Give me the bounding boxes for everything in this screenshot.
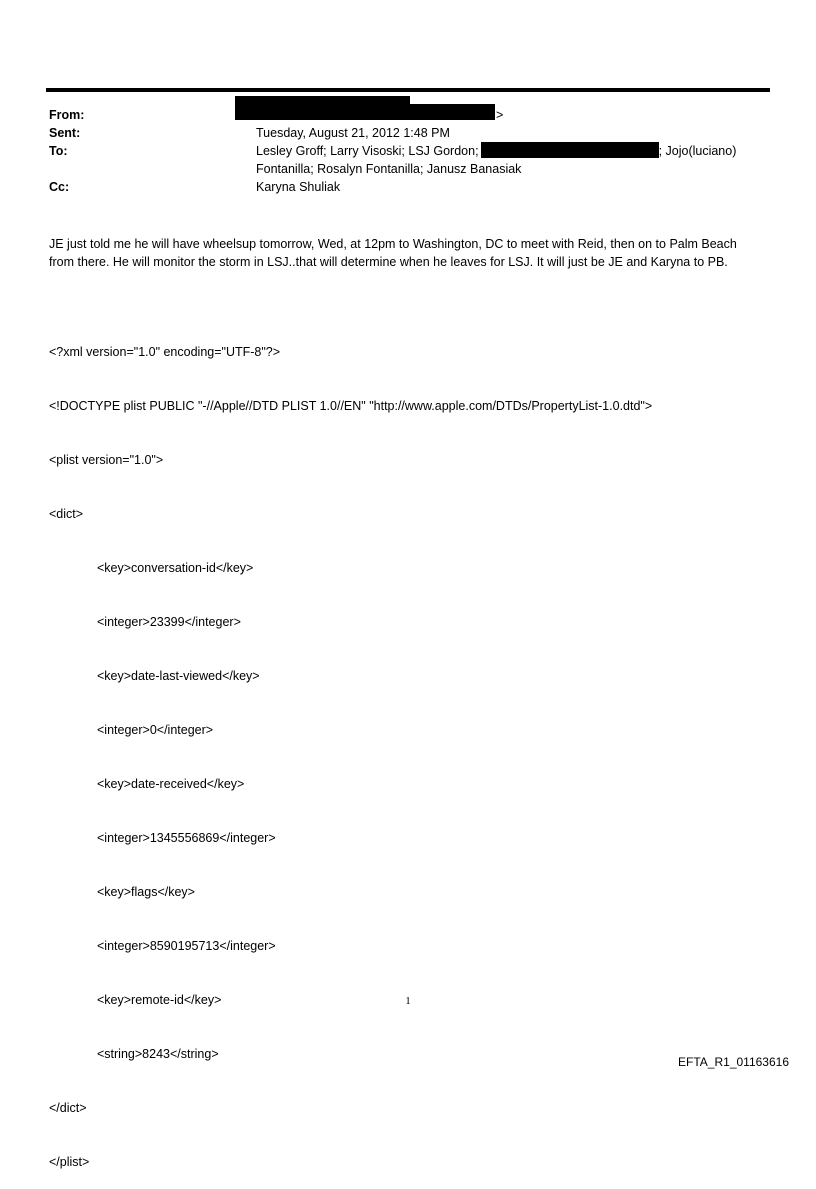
- xml-line: <!DOCTYPE plist PUBLIC "-//Apple//DTD PLIST 1.0//EN" "http://www.apple.com/DTDs/PropertyList-1.0.dtd">: [49, 399, 653, 413]
- to-recipients: Lesley Groff; Larry Visoski; LSJ Gordon;: [256, 144, 479, 158]
- xml-line: <integer>8590195713</integer>: [97, 939, 276, 953]
- xml-line: <string>8243</string>: [97, 1047, 219, 1061]
- xml-line: <key>date-received</key>: [97, 777, 245, 791]
- xml-line: <plist version="1.0">: [49, 453, 164, 467]
- redaction-block: [235, 104, 495, 120]
- to-row-continued: [49, 160, 771, 178]
- xml-line: <dict>: [49, 507, 84, 521]
- header-rule: [46, 88, 770, 92]
- xml-line: <?xml version="1.0" encoding="UTF-8"?>: [49, 345, 281, 359]
- xml-line: <key>date-last-viewed</key>: [97, 669, 260, 683]
- redaction-block: [481, 142, 659, 158]
- bates-number: EFTA_R1_01163616: [678, 1055, 789, 1069]
- to-value-line2: Fontanilla; Rosalyn Fontanilla; Janusz Banasiak: [256, 162, 522, 176]
- xml-line: <integer>23399</integer>: [97, 615, 241, 629]
- to-value: [256, 142, 771, 160]
- from-value-suffix: >: [496, 108, 504, 122]
- from-row: [49, 106, 771, 124]
- to-label: To:: [49, 144, 68, 158]
- cc-value: Karyna Shuliak: [256, 180, 341, 194]
- sent-row: [49, 124, 771, 142]
- email-header: [49, 106, 771, 196]
- from-label: From:: [49, 108, 85, 122]
- xml-line: </dict>: [49, 1101, 87, 1115]
- cc-row: [49, 178, 771, 196]
- xml-block: [49, 307, 761, 1189]
- cc-label: Cc:: [49, 180, 70, 194]
- to-recipients-cont: ; Jojo(luciano): [658, 144, 737, 158]
- xml-line: </plist>: [49, 1155, 90, 1169]
- xml-line: <key>remote-id</key>: [97, 993, 222, 1007]
- sent-value: Tuesday, August 21, 2012 1:48 PM: [256, 126, 450, 140]
- from-value: [256, 106, 771, 124]
- page-number: 1: [405, 995, 411, 1007]
- to-row: [49, 142, 771, 160]
- xml-line: <key>conversation-id</key>: [97, 561, 254, 575]
- xml-line: <integer>0</integer>: [97, 723, 214, 737]
- xml-line: <integer>1345556869</integer>: [97, 831, 276, 845]
- email-message: JE just told me he will have wheelsup tomorrow, Wed, at 12pm to Washington, DC to meet with Reid, then on to Palm Beach from there. He will monitor the storm in LSJ..that will determine when he leaves for LSJ. It will just be JE and Karyna to PB.: [49, 237, 737, 269]
- sent-label: Sent:: [49, 126, 81, 140]
- xml-line: <key>flags</key>: [97, 885, 195, 899]
